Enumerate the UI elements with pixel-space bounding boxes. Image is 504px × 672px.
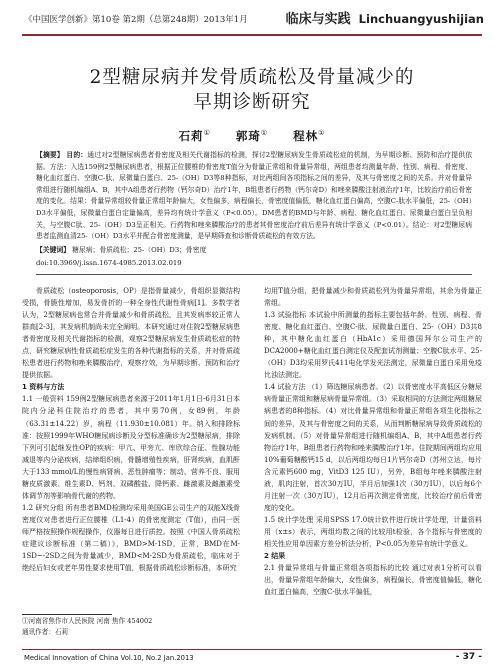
keywords-label: 【关键词】 <box>36 246 70 254</box>
affiliation-footnote: ①河南省焦作市人民医院 河南 焦作 454002 <box>22 617 153 625</box>
paragraph: 1.3 试验指标 本试验中所测量的指标主要包括年龄、性别、病程、骨密度、糖化血红蛋白、空腹C-肽、尿微量白蛋白、25-（OH）D3共8种，其中糖化血红蛋白（HbA1c）采用德国拜尔公司生产的DCA2000+糖化血红蛋白测定仪及配套试剂测量；空腹C肽水平、25-（OH）D3均采用罗氏411电化学发光法测定，尿微量白蛋白采用免疫比浊法测定。 <box>264 311 482 380</box>
journal-issue-info: 《中国医学创新》第10卷 第2期（总第248期）2013年1月 <box>24 15 248 25</box>
page-header <box>0 0 504 40</box>
article-title-line2: 早期诊断研究 <box>193 92 311 113</box>
section-heading: 2 结果 <box>264 552 286 561</box>
keywords <box>36 245 472 257</box>
paragraph: 1.1 一般资料 159例2型糖尿病患者来源于2011年1月1日-6月31日本院内分泌科住院治疗的患者，其中男70例，女89例，年龄（63.31±14.22）岁，病程（11.930±10.081）年。纳入和排除标准：按照1999年WHO糖尿病诊断及分型标准确诊为2型糖尿病，排除下列可引起继发性OP的疾病：甲亢、甲旁亢、库欣综合征、性腺功能减退等内分泌疾病，结缔组织病，骨髓增殖性疾病，肝肾疾病，血肌酐大于133 mmol/L的慢性病肾病、恶性肿瘤等；制动、营养不良、服用糖皮质激素、维生素D、钙剂、双磷酸盐、降钙素、雌激素及雌激素受体调节剂等影响骨代谢的药物。 <box>22 395 240 500</box>
paragraph: 均用T值分组，把骨量减少和骨质疏松列为骨量异常组，其余为骨量正常组。 <box>264 287 482 308</box>
abstract <box>36 150 472 243</box>
body-right-column <box>264 285 482 598</box>
article-title-line1: 2型糖尿病并发骨质疏松及骨量减少的 <box>89 67 415 88</box>
abstract-divider <box>36 274 472 275</box>
footnote-rule <box>22 614 112 615</box>
paragraph: 1.4 试验方法 （1）筛选糖尿病患者。（2）以骨密度水平高低区分糖尿病骨量正常组和糖尿病骨量异常组。（3）采取相同的方法测定两组糖尿病患者的8种指标。（4）对比骨量异常组和骨量正常组各项生化指标之间的差异，及其与骨密度之间的关系，从而判断糖尿病导致骨质疏松的发病机制。（5）对骨量异常组进行随机编组A、B，其中A组患者行药物治疗1年，B组患者行药物和唑来膦酸治疗1年。住院期间两组均应用10%葡萄糖酸钙15 d，以后两组均每日1片钙尔奇D（苏州立达，每片含元素钙600 mg，VitD3 125 IU），另外，B组每年唑来膦酸注射液，肌肉注射，首次30万IU，半月后加强1次（30万IU），以后每6个月注射一次（30万IU），12月后再次测定骨密度，比较治疗前后骨密度的变化。 <box>264 383 482 512</box>
body-left-column <box>22 285 240 574</box>
author: 郭琦① <box>235 129 269 143</box>
header-rule <box>22 34 482 36</box>
author: 程林① <box>293 129 326 143</box>
journal-footer: Medical Innovation of China Vol.10, No.2 Jan.2013 <box>24 654 194 662</box>
doi: doi:10.3969/j.issn.1674-4985.2013.02.019 <box>36 259 182 267</box>
abstract-text: 通过对2型糖尿病患者骨密度及相关代谢指标的检测，探讨2型糖尿病发生骨质疏松症的机制，为早期诊断、预防和治疗提供依据。方法：入选159例2型糖尿病患者，根据正位腰椎的骨密度T值分为骨量正常组和骨量异常组，两组患者均测量年龄、性别、病程、骨密度、糖化血红蛋白、空腹C-肽、尿微量白蛋白、25-（OH）D3等8种指标，对比两组间各项指标之间的差异，及其与骨密度之间的关系。并对骨量异常组进行随机编组A、B，其中A组患者行药物（钙尔奇D）治疗1年，B组患者行药物（钙尔奇D）和唑来膦酸注射液治疗1年，比较治疗前后骨密度的变化。结果：骨量异常组较骨量正常组年龄偏大，女性偏多，病程偏长，骨密度值偏低，糖化血红蛋白偏高，空腹C-肽水平偏低，25-（OH）D3水平偏低，尿微量白蛋白定量偏高，差异均有统计学意义（P<0.05）。DM患者的BMD与年龄、病程、糖化血红蛋白、尿微量白蛋白呈负相关，与空腹C肽、25-（OH）D3呈正相关。行药物和唑来膦酸治疗的患者其骨密度治疗前后差异有统计学意义（P<0.01）。结论：对2型糖尿病患者监测血清25-（OH）D3水平并配合骨密度测量，是早期筛查和诊断骨质疏松的有效方法。 <box>36 151 472 241</box>
author: 石莉① <box>178 129 211 143</box>
section-label-zh: 临床与实践 <box>285 12 351 27</box>
section-heading: 1 资料与方法 <box>22 383 65 392</box>
footer-rule <box>22 649 482 650</box>
section-label-en: Linchuangyushijian <box>358 12 484 26</box>
paragraph: 2.1 骨量异常组与骨量正常组各项指标的比较 通过对表1分析可以看出，骨量异常组年龄偏大，女性偏多，病程偏长，骨密度值偏低，糖化血红蛋白偏高，空腹C-肽水平偏低， <box>264 564 482 597</box>
author-list <box>0 128 504 144</box>
paragraph: 1.5 统计学处理 采用SPSS 17.0统计软件进行统计学处理，计量资料用（x±s）表示，两组均数之间的比较用t检验，各个指标与骨密度的相关性应用单因素方差分析法分析，P<0.05为差异有统计学意义。 <box>264 515 482 548</box>
section-label <box>286 8 484 27</box>
keywords-text: 糖尿病；骨质疏松；25-（OH）D3；骨密度 <box>72 246 207 254</box>
paragraph: 1.2 研究分组 所有患者BMD检测均采用美国GE公司生产的双能X线骨密度仪对患者进行正位腰椎（L1-4）的骨密度测定（T值），由同一医师严格按照操作规程操作，仪器每日进行质控。按照《中国人骨质疏松症建议诊断标准（第二稿）》，BMD>M-1SD，正常，BMD在M-1SD~-2SD之间为骨量减少，BMD<M-2SD为骨质疏松，临床对于绝经后妇女或老年男性要求使用T值，根据骨质疏松诊断标准，本研究 <box>22 503 240 573</box>
page-number: - 37 - <box>455 652 482 662</box>
paragraph: 骨质疏松（osteoporosis，OP）是指骨量减少，骨组织显微结构受损，骨脆性增加，易发骨折的一种全身性代谢性骨病[1]。多数学者认为，2型糖尿病也常合并骨量减少和骨质疏松，且其发病率较正常人群高[2-3]，其发病机制尚未完全阐明。本研究通过对住院2型糖尿病患者骨密度及相关代谢指标的检测，观察2型糖尿病发生骨质疏松症的特点，研究糖尿病性骨质疏松症发生的各种代谢指标的关系，并对骨质疏松患者进行药物和唑来膦酸治疗，观察疗效，为早期诊断、预防和治疗提供依据。 <box>22 287 240 380</box>
abstract-label: 【摘要】 目的： <box>36 151 88 159</box>
corresponding-author: 通讯作者：石莉 <box>22 628 69 636</box>
